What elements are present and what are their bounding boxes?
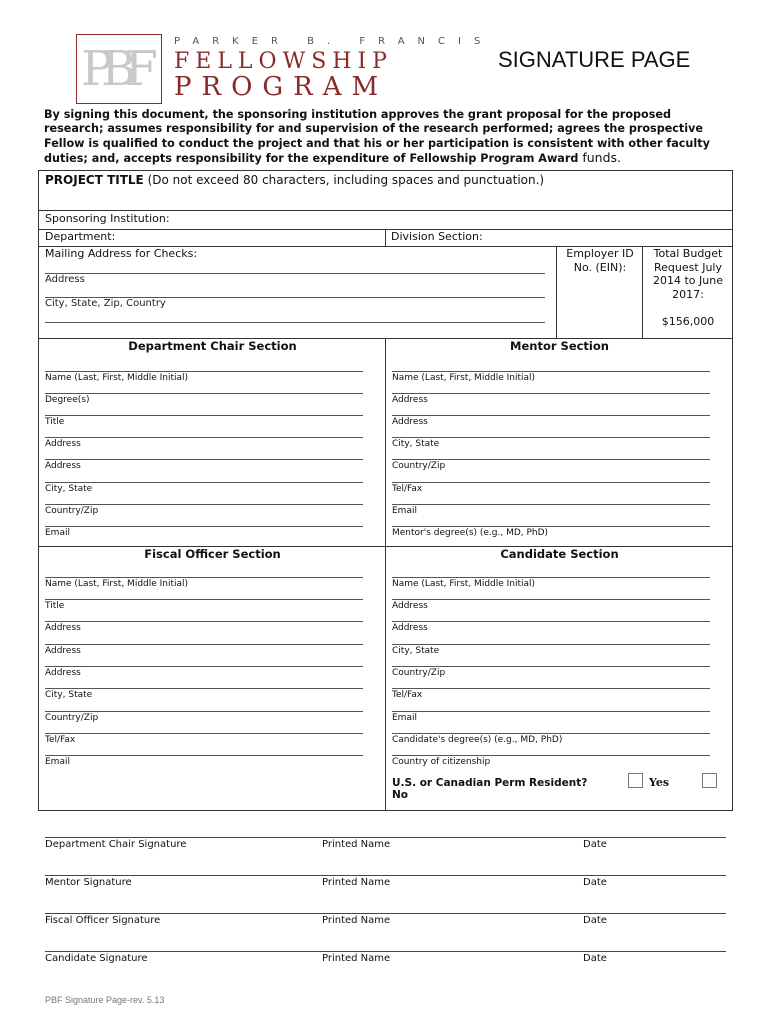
chair-field[interactable]: City, State (45, 482, 363, 494)
date-label: Date (583, 915, 607, 926)
candidate-heading: Candidate Section (500, 547, 619, 561)
chair-field[interactable]: Email (45, 526, 363, 538)
footer-revision: PBF Signature Page-rev. 5.13 (45, 995, 165, 1005)
fiscal-field[interactable]: Country/Zip (45, 711, 363, 723)
mailing-address-row (39, 247, 732, 339)
signature-role-label: Mentor Signature (45, 877, 132, 888)
mentor-field[interactable]: Address (392, 393, 710, 405)
fiscal-field[interactable]: Address (45, 666, 363, 678)
intro-paragraph (44, 108, 734, 167)
mentor-field[interactable]: Country/Zip (392, 459, 710, 471)
resident-question (392, 777, 587, 801)
sponsoring-institution-label: Sponsoring Institution: (45, 212, 170, 225)
candidate-field[interactable]: Candidate's degree(s) (e.g., MD, PhD) (392, 733, 710, 745)
address-label: Address (45, 274, 85, 285)
logo-monogram-box (76, 34, 162, 104)
candidate-field[interactable]: Tel/Fax (392, 688, 710, 700)
fiscal-field[interactable]: City, State (45, 688, 363, 700)
signature-form (38, 170, 733, 811)
mentor-field[interactable]: Name (Last, First, Middle Initial) (392, 371, 710, 383)
chair-field[interactable]: Address (45, 437, 363, 449)
divider (385, 230, 386, 246)
resident-question-label: U.S. or Canadian Perm Resident? (392, 777, 588, 789)
mentor-section (386, 339, 733, 547)
yes-checkbox[interactable] (628, 773, 643, 788)
chair-field[interactable]: Country/Zip (45, 504, 363, 516)
department-chair-heading: Department Chair Section (128, 339, 297, 353)
printed-name-label: Printed Name (322, 877, 391, 888)
city-state-zip-label: City, State, Zip, Country (45, 298, 166, 309)
signature-role-label: Department Chair Signature (45, 839, 187, 850)
mentor-field[interactable]: Address (392, 415, 710, 427)
fiscal-field[interactable]: Title (45, 599, 363, 611)
candidate-field[interactable]: City, State (392, 644, 710, 656)
mailing-line-1[interactable] (45, 273, 545, 274)
signature-row-mentor[interactable] (45, 875, 726, 895)
date-label: Date (583, 953, 607, 964)
fiscal-field[interactable]: Address (45, 621, 363, 633)
sponsoring-institution-field[interactable] (39, 211, 732, 230)
page-title: SIGNATURE PAGE (498, 47, 691, 72)
fiscal-field[interactable]: Tel/Fax (45, 733, 363, 745)
date-label: Date (583, 877, 607, 888)
signature-row-candidate[interactable] (45, 951, 726, 971)
divider (556, 247, 557, 338)
budget-label: Total Budget Request July 2014 to June 2017: (653, 247, 723, 301)
mailing-address-label: Mailing Address for Checks: (45, 247, 198, 260)
candidate-field[interactable]: Country/Zip (392, 666, 710, 678)
signature-role-label: Candidate Signature (45, 953, 148, 964)
chair-field[interactable]: Title (45, 415, 363, 427)
printed-name-label: Printed Name (322, 839, 391, 850)
mailing-line-3[interactable] (45, 322, 545, 323)
fiscal-field[interactable]: Name (Last, First, Middle Initial) (45, 577, 363, 589)
signature-row-chair[interactable] (45, 837, 726, 857)
mentor-field[interactable]: Email (392, 504, 710, 516)
printed-name-label: Printed Name (322, 915, 391, 926)
candidate-field[interactable]: Name (Last, First, Middle Initial) (392, 577, 710, 589)
date-label: Date (583, 839, 607, 850)
no-checkbox[interactable] (702, 773, 717, 788)
logo-name: PARKER B. FRANCIS (174, 36, 494, 47)
department-chair-section (39, 339, 386, 547)
department-label[interactable]: Department: (45, 230, 116, 243)
candidate-field[interactable]: Email (392, 711, 710, 723)
mentor-heading: Mentor Section (510, 339, 609, 353)
fiscal-field[interactable]: Email (45, 755, 363, 767)
ein-label[interactable]: Employer ID No. (EIN): (566, 247, 634, 274)
project-title-label: PROJECT TITLE (45, 173, 144, 187)
printed-name-label: Printed Name (322, 953, 391, 964)
mentor-field[interactable]: Tel/Fax (392, 482, 710, 494)
fiscal-field[interactable]: Address (45, 644, 363, 656)
logo-monogram: PBF (81, 41, 146, 97)
logo-fellowship: FELLOWSHIP (174, 49, 393, 74)
candidate-field[interactable]: Address (392, 599, 710, 611)
signature-role-label: Fiscal Officer Signature (45, 915, 161, 926)
mentor-field[interactable]: City, State (392, 437, 710, 449)
yes-label: Yes (649, 776, 670, 789)
intro-tail: funds. (578, 150, 622, 166)
divider (642, 247, 643, 338)
chair-field[interactable]: Name (Last, First, Middle Initial) (45, 371, 363, 383)
division-label[interactable]: Division Section: (391, 230, 483, 243)
budget-amount: $156,000 (661, 315, 715, 328)
signature-row-fiscal-officer[interactable] (45, 913, 726, 933)
fiscal-officer-heading: Fiscal Officer Section (144, 547, 281, 561)
department-row (39, 230, 732, 247)
candidate-field[interactable]: Address (392, 621, 710, 633)
chair-field[interactable]: Degree(s) (45, 393, 363, 405)
project-title-hint: (Do not exceed 80 characters, including spaces and punctuation.) (147, 173, 545, 187)
logo-program: PROGRAM (174, 72, 389, 102)
intro-bold: By signing this document, the sponsoring institution approves the grant proposal for the proposed research; assumes responsibility for and supervision of the research performed; agrees the prospective Fellow is qualified to conduct the project and that his or her participation is consistent with other faculty duties; and, accepts responsibility for the expenditure of Fellowship Program Award (44, 108, 710, 166)
mentor-field[interactable]: Mentor's degree(s) (e.g., MD, PhD) (392, 526, 710, 538)
program-logo (76, 34, 494, 104)
no-label: No (392, 789, 409, 801)
chair-field[interactable]: Address (45, 459, 363, 471)
candidate-field[interactable]: Country of citizenship (392, 755, 710, 767)
project-title-field[interactable] (39, 171, 732, 211)
fiscal-officer-section (39, 547, 386, 811)
candidate-section (386, 547, 733, 811)
